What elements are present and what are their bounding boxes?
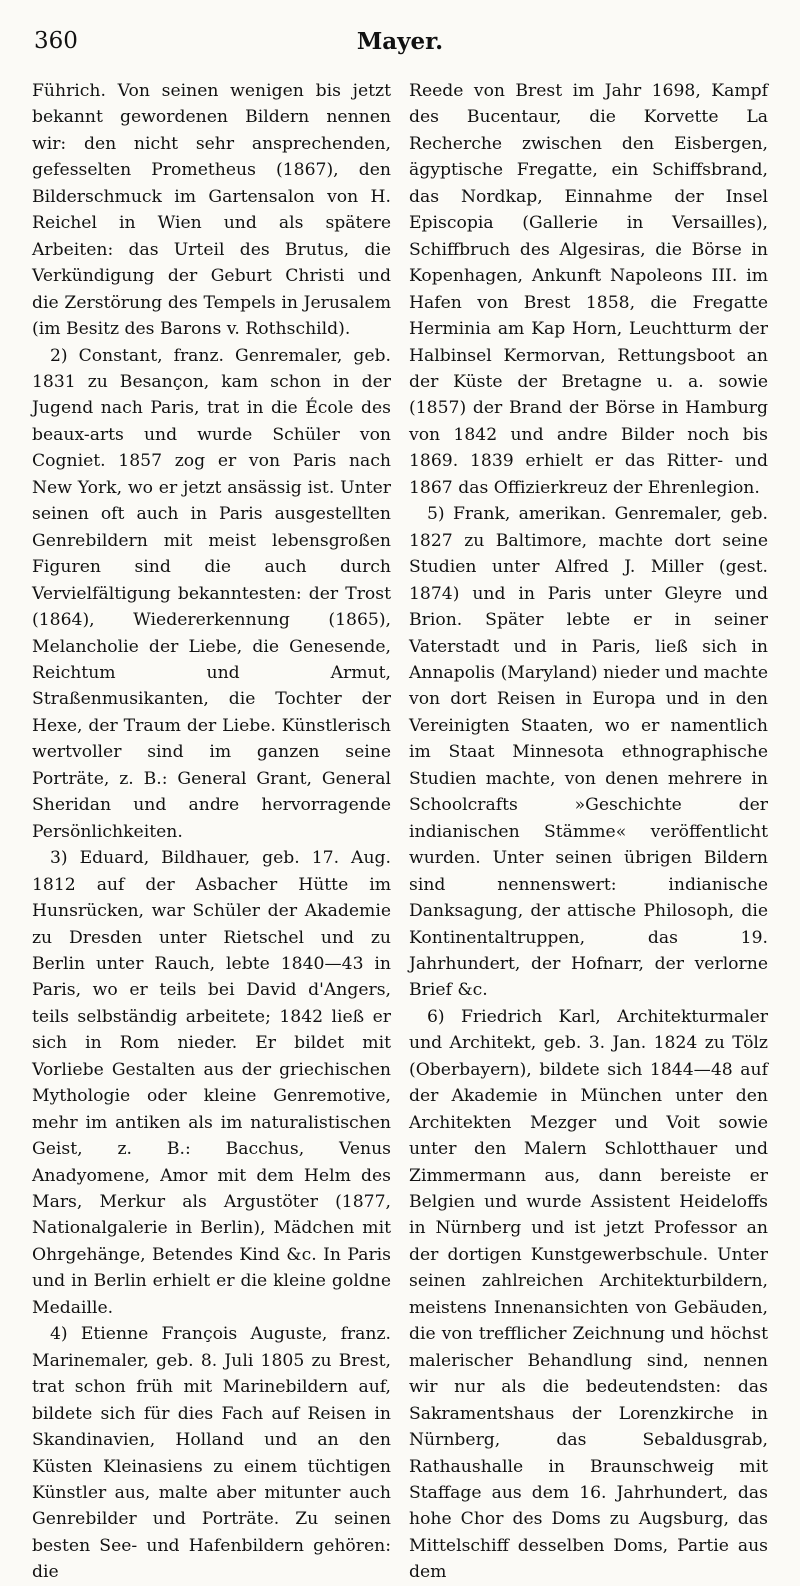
paragraph-continuation: Reede von Brest im Jahr 1698, Kampf des Bucentaur, die Korvette La Recherche zwischen den Eisbergen, ägyptische Fregatte, ein Schiffsbrand, das Nordkap, Einnahme der Insel Episcopia (Gallerie in Versailles), Schiffbruch des Algesiras, die Börse in Kopenhagen, Ankunft Napoleons III. im Hafen von Brest 1858, die Fregatte Herminia am Kap Horn, Leuchtturm der Halbinsel Kermorvan, Rettungsboot an der Küste der Bretagne u. a. sowie (1857) der Brand der Börse in Hamburg von 1842 und andre Bilder noch bis 1869. 1839 erhielt er das Ritter- und 1867 das Offizierkreuz der Ehrenlegion.	[409, 81, 768, 498]
text-columns	[32, 78, 768, 1583]
entry-eduard: 3) Eduard, Bildhauer, geb. 17. Aug. 1812 auf der Asbacher Hütte im Hunsrücken, war Schüler der Akademie zu Dresden unter Rietschel und zu Berlin unter Rauch, lebte 1840—43 in Paris, wo er teils bei David d'Angers, teils selbständig arbeitete; 1842 ließ er sich in Rom nieder. Er bildet mit Vorliebe Gestalten aus der griechischen Mythologie oder kleine Genremotive, mehr im antiken als im naturalistischen Geist, z. B.: Bacchus, Venus Anadyomene, Amor mit dem Helm des Mars, Merkur als Argustöter (1877, Nationalgalerie in Berlin), Mädchen mit Ohrgehänge, Betendes Kind &c. In Paris und in Berlin erhielt er die kleine goldne Medaille.	[32, 848, 391, 1318]
entry-constant: 2) Constant, franz. Genremaler, geb. 1831 zu Besançon, kam schon in der Jugend nach Paris, trat in die École des beaux-arts und wurde Schüler von Cogniet. 1857 zog er von Paris nach New York, wo er jetzt ansässig ist. Unter seinen oft auch in Paris ausgestellten Genrebildern mit meist lebensgroßen Figuren sind die auch durch Vervielfältigung bekanntesten: der Trost (1864), Wiedererkennung (1865), Melancholie der Liebe, die Genesende, Reichtum und Armut, Straßenmusikanten, die Tochter der Hexe, der Traum der Liebe. Künstlerisch wertvoller sind im ganzen seine Porträte, z. B.: General Grant, General Sheridan und andre hervorragende Persönlichkeiten.	[32, 345, 391, 842]
right-column	[409, 78, 768, 1583]
entry-frank: 5) Frank, amerikan. Genremaler, geb. 1827 zu Baltimore, machte dort seine Studien unter Alfred J. Miller (gest. 1874) und in Paris unter Gleyre und Brion. Später lebte er in seiner Vaterstadt und in Paris, ließ sich in Annapolis (Maryland) nieder und machte von dort Reisen in Europa und in den Vereinigten Staaten, wo er namentlich im Staat Minnesota ethnographische Studien machte, von denen mehrere in Schoolcrafts »Geschichte der indianischen Stämme« veröffentlicht wurden. Unter seinen übrigen Bildern sind nennenswert: indianische Danksagung, der attische Philosoph, die Kontinentaltruppen, das 19. Jahrhundert, der Hofnarr, der verlorne Brief &c.	[409, 504, 768, 1001]
paragraph-continuation: Führich. Von seinen wenigen bis jetzt bekannt gewordenen Bildern nennen wir: den nicht sehr ansprechenden, gefesselten Prometheus (1867), den Bilderschmuck im Gartensalon von H. Reichel in Wien und als spätere Arbeiten: das Urteil des Brutus, die Verkündigung der Geburt Christi und die Zerstörung des Tempels in Jerusalem (im Besitz des Barons v. Rothschild).	[32, 81, 391, 340]
left-column	[32, 78, 391, 1583]
page-number: 360	[34, 28, 78, 54]
page-header	[24, 14, 776, 58]
entry-etienne: 4) Etienne François Auguste, franz. Marinemaler, geb. 8. Juli 1805 zu Brest, trat schon früh mit Marinebildern auf, bildete sich für dies Fach auf Reisen in Skandinavien, Holland und an den Küsten Kleinasiens zu einem tüchtigen Künstler aus, malte aber mitunter auch Genrebilder und Porträte. Zu seinen besten See- und Hafenbildern gehören: die	[32, 1324, 391, 1583]
entry-friedrich-karl: 6) Friedrich Karl, Architekturmaler und Architekt, geb. 3. Jan. 1824 zu Tölz (Oberbayern), bildete sich 1844—48 auf der Akademie in München unter den Architekten Mezger und Voit sowie unter den Malern Schlotthauer und Zimmermann aus, dann bereiste er Belgien und wurde Assistent Heideloffs in Nürnberg und ist jetzt Professor an der dortigen Kunstgewerbschule. Unter seinen zahlreichen Architekturbildern, meistens Innenansichten von Gebäuden, die von trefflicher Zeichnung und höchst malerischer Behandlung sind, nennen wir nur als die bedeutendsten: das Sakramentshaus der Lorenzkirche in Nürnberg, das Sebaldusgrab, Rathaushalle in Braunschweig mit Staffage aus dem 16. Jahrhundert, das hohe Chor des Doms zu Augsburg, das Mittelschiff desselben Doms, Partie aus dem	[409, 1006, 768, 1583]
running-title: Mayer.	[356, 28, 444, 55]
